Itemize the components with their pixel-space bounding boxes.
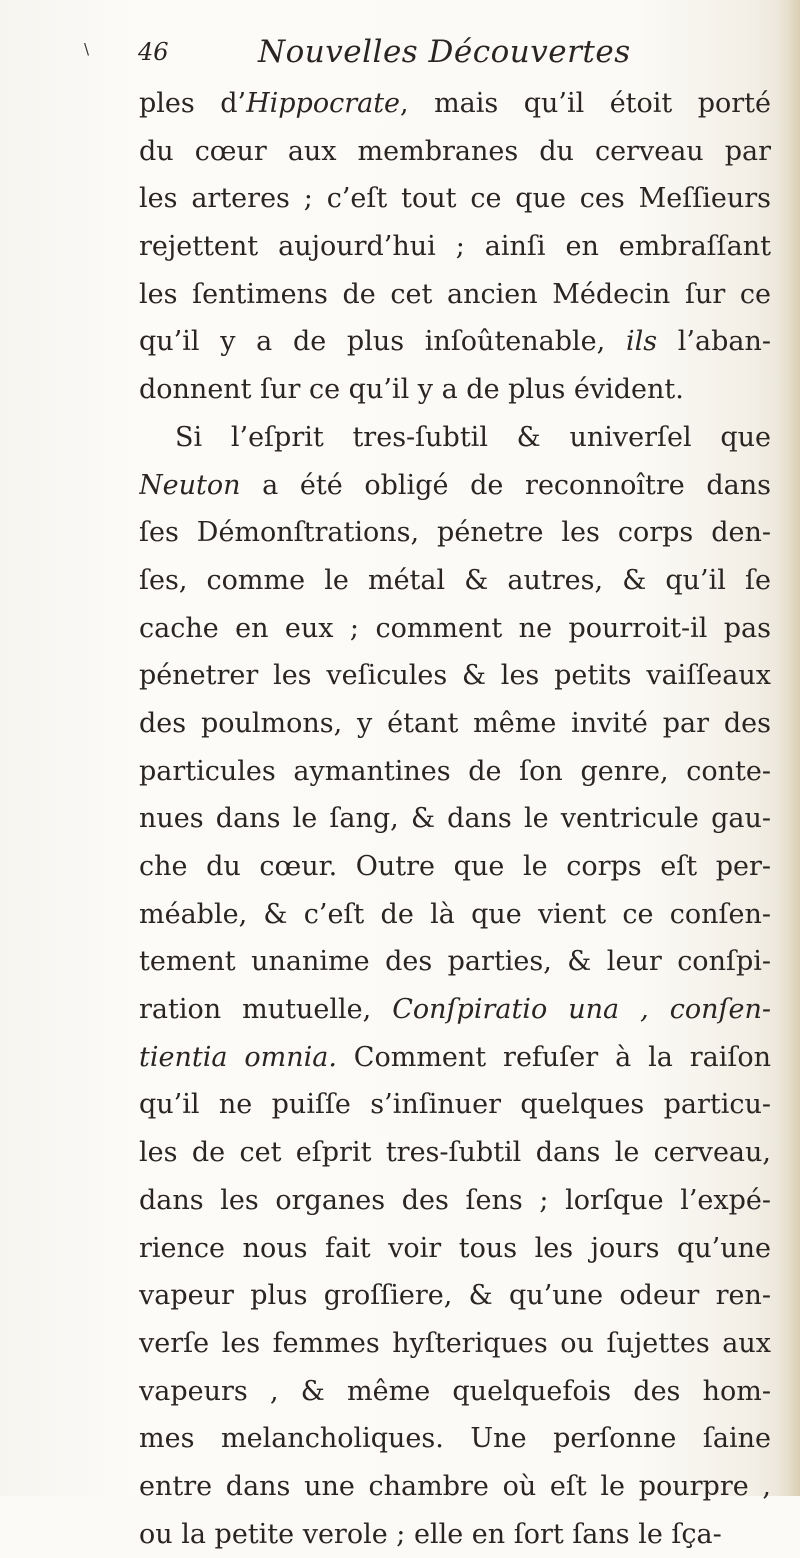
running-head	[138, 34, 738, 78]
text-line	[139, 1368, 771, 1416]
text-segment: nues dans le ſang, & dans le ventricule gau-	[139, 803, 771, 835]
body-text	[139, 80, 771, 1558]
text-segment: qu’il y a de plus inſoûtenable,	[139, 326, 626, 358]
text-segment: des poulmons, y étant même invité par des	[139, 707, 771, 739]
text-segment: vapeur plus groſſiere, & qu’une odeur ren-	[139, 1280, 771, 1312]
text-line	[139, 1320, 771, 1368]
text-segment: rience nous fait voir tous les jours qu’une	[139, 1232, 771, 1264]
margin-mark: \	[84, 40, 90, 58]
text-segment: les ſentimens de cet ancien Médecin ſur ce	[139, 278, 771, 310]
text-segment: qu’il ne puiſſe s’inſinuer quelques particu-	[139, 1089, 771, 1121]
text-line	[139, 80, 771, 128]
text-line	[139, 986, 771, 1034]
text-segment: mes melancholiques. Une perſonne ſaine	[139, 1423, 771, 1455]
text-line	[139, 366, 771, 414]
text-segment: ples d’	[139, 88, 247, 119]
text-segment: cache en eux ; comment ne pourroit-il pas	[139, 612, 771, 644]
text-line	[139, 557, 771, 605]
page-fore-edge-shadow	[778, 0, 800, 1496]
text-line	[139, 1463, 771, 1511]
text-segment: ration mutuelle,	[139, 994, 393, 1026]
text-line	[139, 462, 771, 510]
text-line	[139, 652, 771, 700]
text-line	[139, 748, 771, 796]
text-segment: entre dans une chambre où eſt le pourpre ,	[139, 1470, 771, 1502]
text-segment: donnent ſur ce qu’il y a de plus évident.	[139, 374, 684, 406]
text-line	[139, 271, 771, 319]
text-line	[139, 414, 771, 462]
text-line	[139, 1511, 771, 1558]
italic-segment: tientia omnia.	[139, 1041, 337, 1073]
text-segment: , mais qu’il étoit porté	[400, 88, 771, 119]
text-segment: l’aban-	[657, 326, 771, 358]
text-line	[139, 1129, 771, 1177]
text-segment: vapeurs , & même quelquefois des hom-	[139, 1375, 771, 1407]
text-line	[139, 318, 771, 366]
text-segment: ou la petite verole ; elle en ſort ſans le ſça-	[139, 1518, 722, 1550]
text-line	[139, 1081, 771, 1129]
italic-segment: Conſpiratio una , conſen-	[392, 994, 771, 1026]
text-line	[139, 1415, 771, 1463]
text-segment: tement unanime des parties, & leur conſpi-	[139, 946, 771, 978]
text-segment: Comment refuſer à la raiſon	[336, 1041, 771, 1073]
text-segment: ſes, comme le métal & autres, & qu’il ſe	[139, 564, 771, 596]
text-line	[139, 1177, 771, 1225]
text-segment: pénetrer les veſicules & les petits vaiſſeaux	[139, 660, 771, 692]
text-line	[139, 891, 771, 939]
text-segment: rejettent aujourd’hui ; ainſi en embraſſant	[139, 231, 771, 263]
text-line	[139, 1225, 771, 1273]
italic-segment: Hippocrate	[246, 88, 401, 119]
text-segment: verſe les femmes hyſteriques ou ſujettes aux	[139, 1327, 771, 1359]
text-line	[139, 1272, 771, 1320]
text-segment: méable, & c’eſt de là que vient ce conſen-	[139, 898, 771, 930]
text-line	[139, 223, 771, 271]
italic-segment: Neuton	[139, 469, 241, 501]
text-segment: ſes Démonſtrations, pénetre les corps den-	[139, 517, 771, 549]
text-segment: particules aymantines de ſon genre, conte-	[139, 755, 771, 787]
text-segment: dans les organes des ſens ; lorſque l’expé-	[139, 1184, 771, 1216]
text-line	[139, 175, 771, 223]
running-title: Nouvelles Découvertes	[258, 34, 631, 70]
text-line	[139, 1034, 771, 1082]
text-segment: les arteres ; c’eſt tout ce que ces Meſſieurs	[139, 183, 771, 215]
text-segment: a été obligé de reconnoître dans	[240, 469, 771, 501]
text-line	[139, 128, 771, 176]
text-line	[139, 509, 771, 557]
italic-segment: ils	[625, 326, 658, 358]
text-line	[139, 795, 771, 843]
text-segment: che du cœur. Outre que le corps eſt per-	[139, 851, 771, 882]
text-line	[139, 938, 771, 986]
text-line	[139, 843, 771, 891]
page-number: 46	[138, 38, 169, 66]
text-segment: Si l’eſprit tres-ſubtil & univerſel que	[175, 421, 771, 453]
text-line	[139, 700, 771, 748]
text-segment: les de cet eſprit tres-ſubtil dans le cerveau,	[139, 1137, 771, 1169]
text-segment: du cœur aux membranes du cerveau par	[139, 135, 771, 167]
text-line	[139, 605, 771, 653]
